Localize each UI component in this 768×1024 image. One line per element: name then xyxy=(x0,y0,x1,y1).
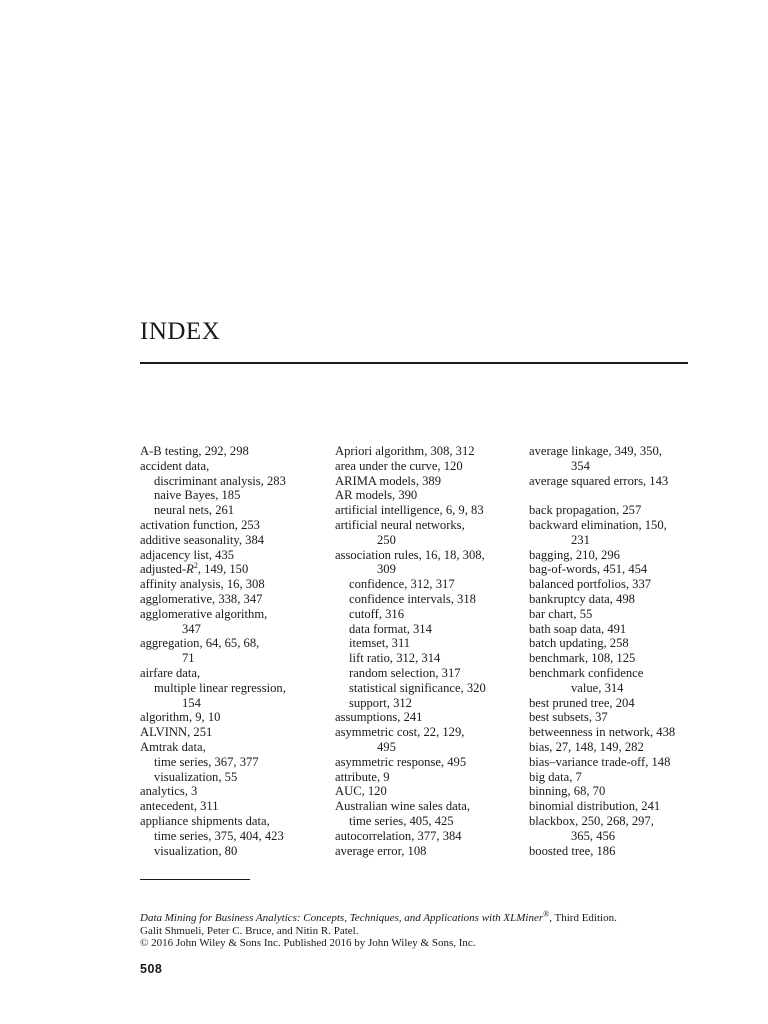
index-entry: agglomerative algorithm, xyxy=(140,606,268,621)
index-entry: bias, 27, 148, 149, 282 xyxy=(529,739,644,754)
index-entry: AUC, 120 xyxy=(335,784,387,799)
index-entry: bar chart, 55 xyxy=(529,606,593,621)
index-entry: artificial neural networks, xyxy=(335,517,465,532)
index-entry: AR models, 390 xyxy=(335,488,418,503)
index-subentry: 154 xyxy=(182,695,201,710)
index-entry: Amtrak data, xyxy=(140,739,206,754)
index-entry: antecedent, 311 xyxy=(140,799,219,814)
index-entry: batch updating, 258 xyxy=(529,636,629,651)
footnote-book-line xyxy=(140,909,617,925)
index-subentry: 231 xyxy=(571,532,590,547)
index-entry: best pruned tree, 204 xyxy=(529,695,635,710)
index-entry: ARIMA models, 389 xyxy=(335,473,442,488)
page-title: INDEX xyxy=(140,318,221,345)
index-subentry: confidence intervals, 318 xyxy=(349,591,476,606)
index-entry: airfare data, xyxy=(140,665,201,680)
index-subentry: statistical significance, 320 xyxy=(349,680,486,695)
index-entry: boosted tree, 186 xyxy=(529,843,616,858)
index-subentry: lift ratio, 312, 314 xyxy=(349,651,441,666)
index-entry: artificial intelligence, 6, 9, 83 xyxy=(335,503,484,518)
index-entry: best subsets, 37 xyxy=(529,710,608,725)
index-entry: asymmetric cost, 22, 129, xyxy=(335,725,465,740)
index-subentry: itemset, 311 xyxy=(349,636,411,651)
title-rule xyxy=(140,362,688,364)
index-entry: association rules, 16, 18, 308, xyxy=(335,547,485,562)
index-subentry: 495 xyxy=(377,739,396,754)
footnote-copyright: © 2016 John Wiley & Sons Inc. Published 2016 by John Wiley & Sons, Inc. xyxy=(140,937,476,950)
index-subentry: time series, 367, 377 xyxy=(154,754,259,769)
index-entry: attribute, 9 xyxy=(335,769,390,784)
index-entry: blackbox, 250, 268, 297, xyxy=(529,813,654,828)
superscript: 2 xyxy=(193,561,198,571)
index-entry: balanced portfolios, 337 xyxy=(529,577,652,592)
index-pages: , 149, 150 xyxy=(197,562,249,577)
index-subentry: time series, 405, 425 xyxy=(349,813,454,828)
book-title: Data Mining for Business Analytics: Concepts, Techniques, and Applications with XLMiner xyxy=(140,912,544,924)
index-column-2 xyxy=(335,444,515,858)
index-subentry: 71 xyxy=(182,651,195,666)
index-subentry: visualization, 55 xyxy=(154,769,238,784)
index-column-3 xyxy=(529,444,709,858)
index-subentry: data format, 314 xyxy=(349,621,432,636)
index-entry: binning, 68, 70 xyxy=(529,784,606,799)
index-entry: additive seasonality, 384 xyxy=(140,532,265,547)
index-entry: agglomerative, 338, 347 xyxy=(140,591,263,606)
index-entry: ALVINN, 251 xyxy=(140,725,213,740)
index-subentry: 347 xyxy=(182,621,201,636)
index-column-1 xyxy=(140,444,315,858)
registered-mark: ® xyxy=(543,909,550,919)
math-symbol: R xyxy=(186,562,194,577)
index-subentry: 309 xyxy=(377,562,396,577)
index-entry: adjacency list, 435 xyxy=(140,547,235,562)
footnote-rule xyxy=(140,879,250,880)
index-entry: back propagation, 257 xyxy=(529,503,642,518)
index-subentry: neural nets, 261 xyxy=(154,503,235,518)
index-entry: appliance shipments data, xyxy=(140,813,270,828)
index-entry: area under the curve, 120 xyxy=(335,458,463,473)
index-entry: algorithm, 9, 10 xyxy=(140,710,221,725)
index-entry: accident data, xyxy=(140,458,210,473)
index-subentry: 250 xyxy=(377,532,396,547)
index-entry: activation function, 253 xyxy=(140,517,260,532)
index-subentry: time series, 375, 404, 423 xyxy=(154,828,284,843)
page-number: 508 xyxy=(140,962,163,976)
index-entry: bag-of-words, 451, 454 xyxy=(529,562,648,577)
index-entry: average error, 108 xyxy=(335,843,427,858)
footnote-authors: Galit Shmueli, Peter C. Bruce, and Nitin R. Patel. xyxy=(140,924,359,937)
index-gap xyxy=(529,488,709,503)
index-subentry: random selection, 317 xyxy=(349,665,461,680)
index-entry: asymmetric response, 495 xyxy=(335,754,467,769)
index-subentry: 365, 456 xyxy=(571,828,616,843)
index-entry: benchmark confidence xyxy=(529,665,644,680)
index-subentry: support, 312 xyxy=(349,695,412,710)
index-entry: affinity analysis, 16, 308 xyxy=(140,577,265,592)
index-subentry: value, 314 xyxy=(571,680,624,695)
index-entry: Apriori algorithm, 308, 312 xyxy=(335,444,475,458)
index-entry: bias–variance trade-off, 148 xyxy=(529,754,671,769)
index-entry: bankruptcy data, 498 xyxy=(529,591,635,606)
index-entry: analytics, 3 xyxy=(140,784,198,799)
index-entry: average linkage, 349, 350, xyxy=(529,444,662,458)
index-entry: average squared errors, 143 xyxy=(529,473,669,488)
footnote xyxy=(140,909,617,950)
index-entry: A-B testing, 292, 298 xyxy=(140,444,249,458)
index-entry: benchmark, 108, 125 xyxy=(529,651,636,666)
index-entry: assumptions, 241 xyxy=(335,710,423,725)
index-subentry: visualization, 80 xyxy=(154,843,238,858)
index-entry: betweenness in network, 438 xyxy=(529,725,676,740)
index-subentry: discriminant analysis, 283 xyxy=(154,473,286,488)
index-subentry: naive Bayes, 185 xyxy=(154,488,241,503)
edition-text: , Third Edition. xyxy=(549,912,617,924)
index-entry: bagging, 210, 296 xyxy=(529,547,620,562)
index-entry: Australian wine sales data, xyxy=(335,799,470,814)
index-entry: backward elimination, 150, xyxy=(529,517,667,532)
index-entry: autocorrelation, 377, 384 xyxy=(335,828,462,843)
index-entry: big data, 7 xyxy=(529,769,582,784)
index-subentry: confidence, 312, 317 xyxy=(349,577,455,592)
index-entry: binomial distribution, 241 xyxy=(529,799,661,814)
index-entry: bath soap data, 491 xyxy=(529,621,627,636)
index-entry: aggregation, 64, 65, 68, xyxy=(140,636,260,651)
index-subentry: 354 xyxy=(571,458,590,473)
index-entry: adjusted-$R^2$, 149, 150 xyxy=(140,561,249,577)
index-subentry: cutoff, 316 xyxy=(349,606,405,621)
index-subentry: multiple linear regression, xyxy=(154,680,286,695)
